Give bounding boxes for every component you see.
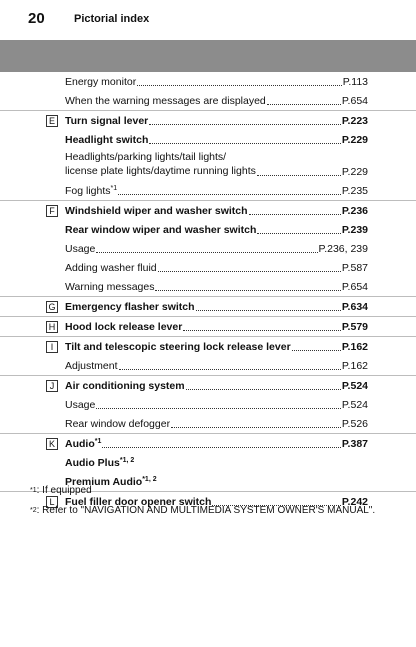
- index-row[interactable]: [65, 297, 368, 316]
- leader-dots: [149, 143, 340, 144]
- index-label: Air conditioning system: [65, 380, 185, 392]
- page-ref: P.654: [341, 95, 368, 107]
- page-ref: P.236: [341, 205, 368, 217]
- index-label: Turn signal lever: [65, 115, 149, 127]
- leader-dots: [183, 330, 341, 331]
- page-ref: P.526: [341, 418, 368, 430]
- index-label: [65, 457, 134, 469]
- index-row[interactable]: [65, 356, 368, 375]
- index-label-text: Audio: [65, 438, 95, 450]
- leader-dots: [267, 104, 341, 105]
- page-ref: P.242: [341, 496, 368, 508]
- letter-badge: J: [46, 380, 58, 392]
- leader-dots: [292, 350, 341, 351]
- index-label: Tilt and telescopic steering lock release lever: [65, 341, 291, 353]
- letter-badge: E: [46, 115, 58, 127]
- index-label: Emergency flasher switch: [65, 301, 195, 313]
- footnote-ref: *1: [94, 438, 102, 445]
- index-label-text: Audio Plus: [65, 457, 120, 469]
- leader-dots: [102, 447, 341, 448]
- index-label: [65, 185, 117, 197]
- index-group-j: [0, 375, 416, 433]
- letter-badge: L: [46, 496, 58, 508]
- index-label: Adding washer fluid: [65, 262, 157, 274]
- index-label: When the warning messages are displayed: [65, 95, 266, 107]
- page-ref: P.223: [341, 115, 368, 127]
- index-label: Usage: [65, 399, 96, 411]
- index-row[interactable]: [65, 220, 368, 239]
- leader-dots: [158, 271, 341, 272]
- page-ref: P.654: [341, 281, 368, 293]
- index-row[interactable]: [65, 337, 368, 356]
- index-group-i: [0, 336, 416, 375]
- index-row[interactable]: [65, 91, 368, 110]
- index-label-text: Premium Audio: [65, 476, 143, 488]
- index-group-g: [0, 296, 416, 316]
- index-row[interactable]: [65, 130, 368, 149]
- footnote: [30, 504, 390, 520]
- index-row[interactable]: [65, 111, 368, 130]
- index-group-e: [0, 110, 416, 200]
- page-ref: P.235: [341, 185, 368, 197]
- footnote-mark-text: *2: [30, 507, 37, 514]
- page-ref: P.634: [341, 301, 368, 313]
- page-ref: P.524: [341, 399, 368, 411]
- footnote-mark: [30, 504, 37, 520]
- index-row[interactable]: [65, 149, 368, 181]
- index-row[interactable]: [65, 395, 368, 414]
- letter-badge: I: [46, 341, 58, 353]
- index-row[interactable]: [65, 317, 368, 336]
- index-label: Rear window defogger: [65, 418, 171, 430]
- index-row[interactable]: [65, 72, 368, 91]
- index-row[interactable]: [65, 277, 368, 296]
- index-label: Windshield wiper and washer switch: [65, 205, 248, 217]
- leader-dots: [249, 214, 341, 215]
- letter-badge: H: [46, 321, 58, 333]
- index-label: Headlight switch: [65, 134, 149, 146]
- page-ref: P.524: [341, 380, 368, 392]
- leader-dots: [155, 290, 340, 291]
- letter-badge: G: [46, 301, 58, 313]
- page-ref: P.236, 239: [318, 243, 368, 255]
- index-row[interactable]: [65, 258, 368, 277]
- letter-badge: F: [46, 205, 58, 217]
- index-label: Hood lock release lever: [65, 321, 183, 333]
- footnote: [30, 484, 390, 500]
- index-label: Energy monitor: [65, 76, 137, 88]
- index-group-f: [0, 200, 416, 296]
- page-title: Pictorial index: [74, 13, 150, 25]
- page-ref: P.239: [341, 224, 368, 236]
- header-band: [0, 40, 416, 72]
- leader-dots: [149, 124, 341, 125]
- index-label: Fuel filler door opener switch: [65, 496, 212, 508]
- index-label: [65, 150, 256, 178]
- index-label: Rear window wiper and washer switch: [65, 224, 257, 236]
- index-label-line2: license plate lights/daytime running lights: [65, 165, 256, 177]
- leader-dots: [257, 175, 341, 176]
- index-row[interactable]: [65, 453, 368, 472]
- leader-dots: [186, 389, 341, 390]
- page-header: [0, 0, 416, 40]
- index-label: Usage: [65, 243, 96, 255]
- index-row[interactable]: [65, 376, 368, 395]
- page-ref: P.162: [341, 360, 368, 372]
- letter-badge: K: [46, 438, 58, 450]
- page-ref: P.387: [341, 438, 368, 450]
- page-number: 20: [28, 10, 45, 27]
- leader-dots: [118, 194, 341, 195]
- footnote-mark-text: *1: [30, 487, 37, 494]
- index-label: Warning messages: [65, 281, 155, 293]
- index-row[interactable]: [65, 434, 368, 453]
- footnote-text: : Refer to "NAVIGATION AND MULTIMEDIA SYSTEM OWNER'S MANUAL".: [36, 505, 376, 516]
- footnote-text: : If equipped: [36, 485, 92, 496]
- index-group-continued: [0, 72, 416, 110]
- index-row[interactable]: [65, 239, 368, 258]
- footnote-ref: *1, 2: [142, 476, 157, 483]
- page-ref: P.579: [341, 321, 368, 333]
- leader-dots: [171, 427, 341, 428]
- index-label: Adjustment: [65, 360, 118, 372]
- footnotes: [30, 484, 390, 524]
- footnote-mark: [30, 484, 37, 500]
- page-ref: P.162: [341, 341, 368, 353]
- index-row[interactable]: [65, 201, 368, 220]
- leader-dots: [257, 233, 341, 234]
- leader-dots: [96, 408, 341, 409]
- index-label: [65, 438, 101, 450]
- leader-dots: [96, 252, 317, 253]
- index-label-line1: Headlights/parking lights/tail lights/: [65, 151, 227, 163]
- index-group-h: [0, 316, 416, 336]
- page-ref: P.229: [341, 166, 368, 178]
- leader-dots: [137, 85, 341, 86]
- index-list: [0, 72, 416, 511]
- index-label-text: Fog lights: [65, 185, 111, 197]
- footnote-ref: *1, 2: [119, 457, 135, 464]
- page-ref: P.229: [341, 134, 368, 146]
- index-row[interactable]: [65, 414, 368, 433]
- leader-dots: [119, 369, 341, 370]
- page-ref: P.587: [341, 262, 368, 274]
- page-ref: P.113: [342, 76, 368, 88]
- index-group-k: [0, 433, 416, 491]
- footnote-ref: *1: [110, 185, 118, 192]
- leader-dots: [196, 310, 341, 311]
- index-row[interactable]: [65, 181, 368, 200]
